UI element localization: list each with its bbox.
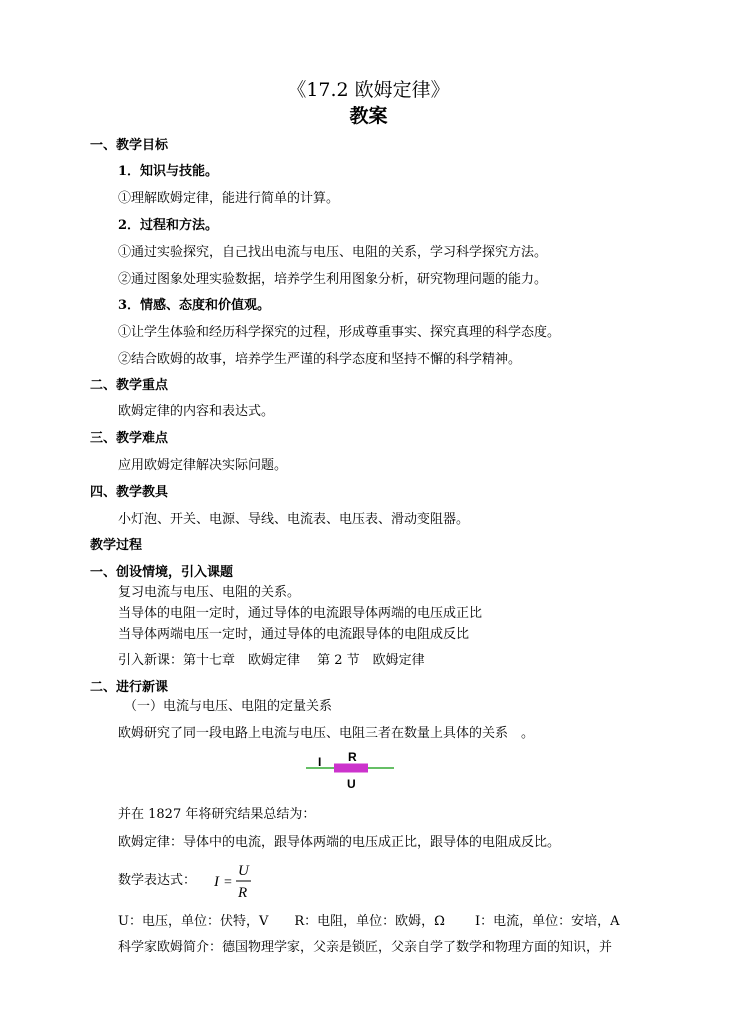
- ohms-law-statement: 欧姆定律：导体中的电流，跟导体两端的电压成正比，跟导体的电阻成反比。: [118, 835, 561, 850]
- formula-label: 数学表达式：: [118, 873, 197, 888]
- process-intro-line-2: 当导体的电阻一定时，通过导体的电流跟导体两端的电压成正比: [118, 606, 483, 621]
- objective-process-item-2: ②通过图象处理实验数据，培养学生利用图象分析，研究物理问题的能力。: [118, 272, 548, 287]
- key-points-text: 欧姆定律的内容和表达式。: [118, 404, 275, 419]
- document-subtitle: 教案: [349, 105, 388, 127]
- process-intro-line-1: 复习电流与电压、电阻的关系。: [118, 585, 301, 600]
- formula-numerator: U: [238, 863, 249, 879]
- objective-process-item-1: ①通过实验探究，自己找出电流与电压、电阻的关系，学习科学探究方法。: [118, 245, 548, 260]
- difficulty-text: 应用欧姆定律解决实际问题。: [118, 458, 288, 473]
- document-title: 《17.2 欧姆定律》: [287, 79, 450, 101]
- section-difficulty-heading: 三、教学难点: [90, 431, 169, 446]
- ohm-biography: 科学家欧姆简介：德国物理学家，父亲是锁匠，父亲自学了数学和物理方面的知识，并: [118, 940, 613, 955]
- process-intro-heading: 一、创设情境，引入课题: [90, 565, 234, 580]
- objective-attitude-item-1: ①让学生体验和经历科学探究的过程，形成尊重事实、探究真理的科学态度。: [118, 325, 561, 340]
- process-new-lesson-heading: 二、进行新课: [90, 680, 169, 695]
- process-intro-line-4: 引入新课：第十七章 欧姆定律 第 2 节 欧姆定律: [118, 653, 425, 668]
- formula-denominator: R: [238, 885, 248, 901]
- resistor-label: R: [348, 750, 357, 764]
- formula-equals: =: [224, 875, 232, 890]
- objective-attitude-item-2: ②结合欧姆的故事，培养学生严谨的科学态度和坚持不懈的科学精神。: [118, 352, 522, 367]
- section-key-points-heading: 二、教学重点: [90, 378, 169, 393]
- teaching-process-heading: 教学过程: [90, 538, 143, 553]
- process-intro-line-3: 当导体两端电压一定时，通过导体的电流跟导体的电阻成反比: [118, 627, 470, 642]
- new-lesson-line-1: 欧姆研究了同一段电路上电流与电压、电阻三者在数量上具体的关系 。: [118, 726, 535, 741]
- tools-text: 小灯泡、开关、电源、导线、电流表、电压表、滑动变阻器。: [118, 512, 470, 527]
- objective-knowledge-heading: 1．知识与技能。: [118, 164, 219, 179]
- objective-attitude-heading: 3．情感、态度和价值观。: [118, 298, 271, 313]
- current-label: I: [318, 755, 322, 769]
- objective-process-heading: 2．过程和方法。: [118, 218, 219, 233]
- section-tools-heading: 四、教学教具: [90, 485, 169, 500]
- new-lesson-line-2: 并在 1827 年将研究结果总结为：: [118, 807, 316, 822]
- section-objectives-heading: 一、教学目标: [90, 138, 169, 153]
- ohms-law-formula: [212, 860, 262, 902]
- resistor: [334, 764, 368, 773]
- voltage-label: U: [347, 777, 356, 791]
- circuit-diagram: [300, 750, 400, 792]
- objective-knowledge-item: ①理解欧姆定律，能进行简单的计算。: [118, 191, 340, 206]
- formula-lhs: I: [214, 874, 219, 890]
- new-lesson-subheading: （一）电流与电压、电阻的定量关系: [124, 699, 333, 714]
- units-line: U：电压，单位：伏特，V R：电阻，单位：欧姆，Ω I：电流，单位：安培，A: [118, 914, 620, 929]
